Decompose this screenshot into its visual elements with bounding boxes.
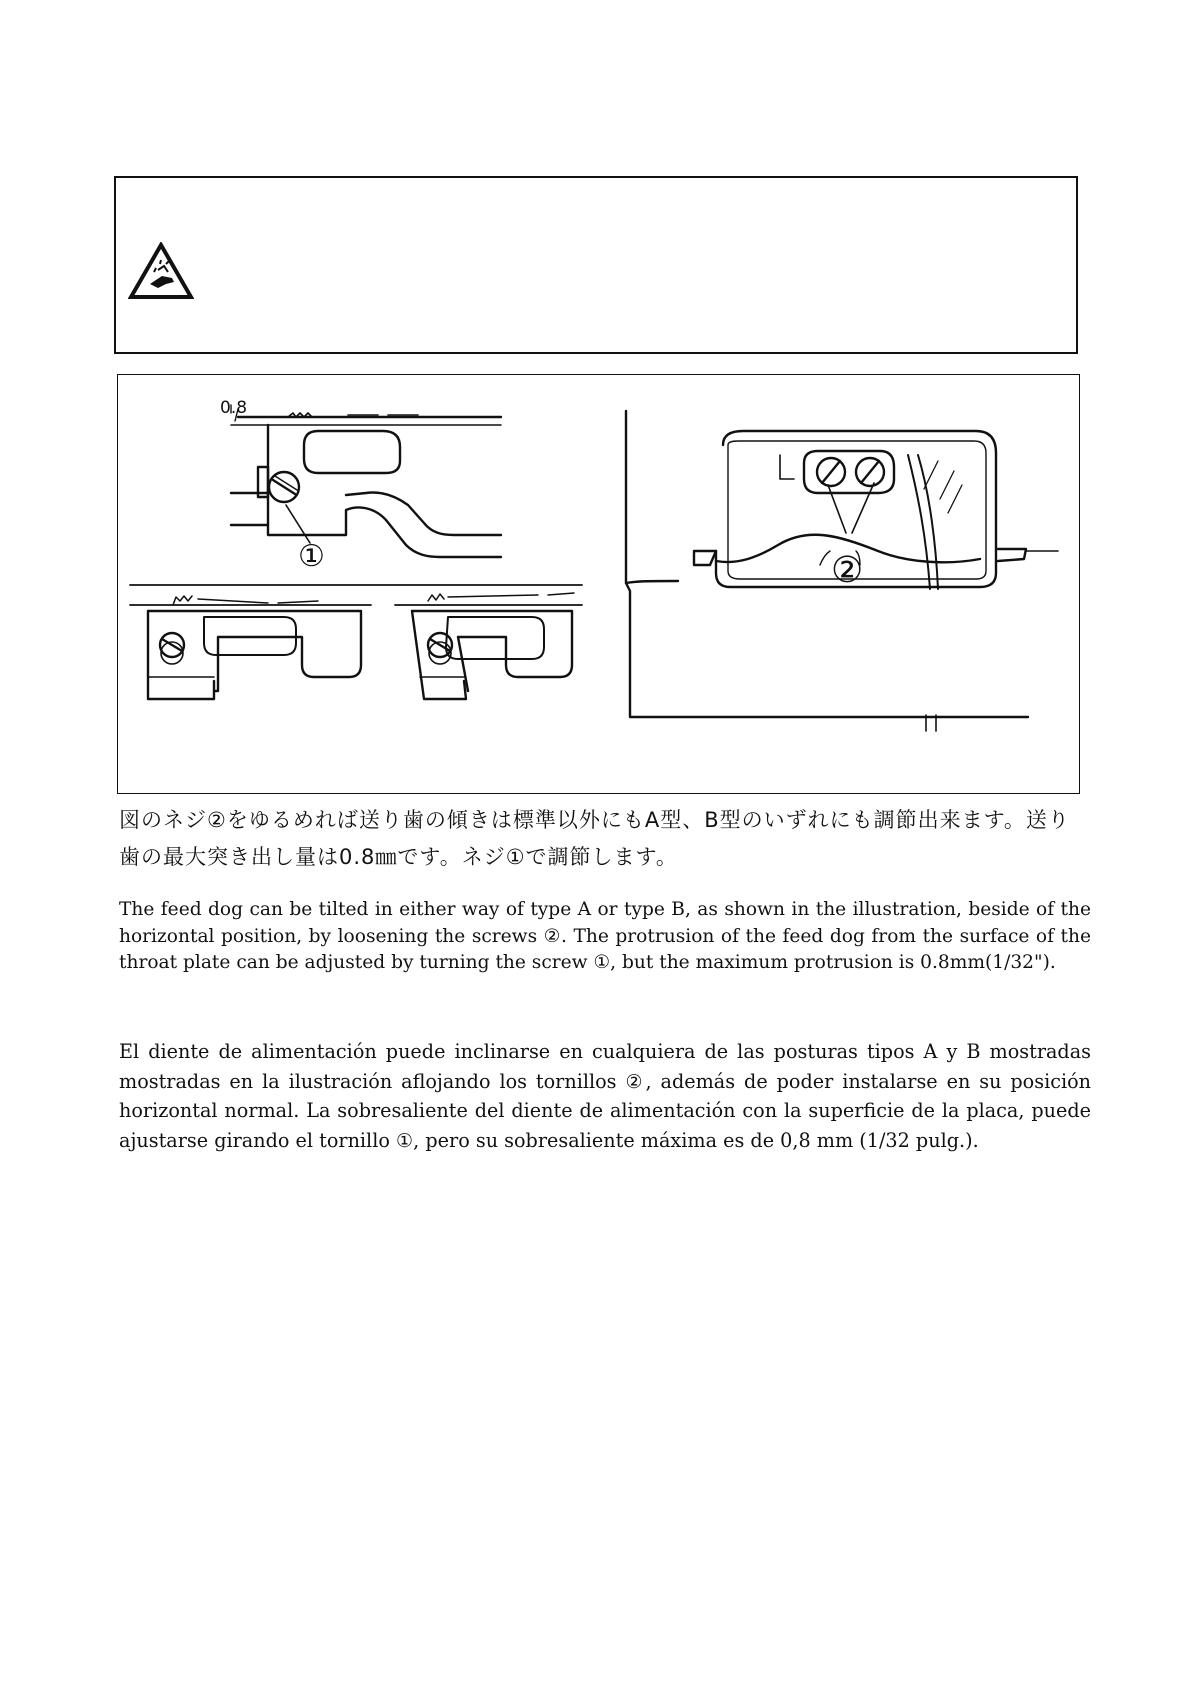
feed-dog-figure bbox=[117, 374, 1080, 794]
caution-box bbox=[114, 176, 1078, 354]
english-paragraph: The feed dog can be tilted in either way of type A or type B, as shown in the illustration, beside of the horizontal position, by loosening the screws ②. The protrusion of the feed dog from the surface of the throat plate can be adjusted by turning the screw ①, but the maximum protrusion is 0.8mm(1/32"). bbox=[119, 899, 1091, 973]
screw-2-label: ② bbox=[831, 550, 864, 591]
feed-dog-illustration bbox=[118, 375, 1081, 795]
japanese-paragraph: 図のネジ②をゆるめれば送り歯の傾きは標準以外にもA型、B型のいずれにも調節出来ます。送り歯の最大突き出し量は0.8㎜です。ネジ①で調節します。 bbox=[119, 808, 1070, 869]
spanish-paragraph: El diente de alimentación puede inclinarse en cualquiera de las posturas tipos A y B mostradas mostradas en la ilustración aflojando los tornillos ②, además de poder instalarse en su posición horizontal normal. La sobresaliente del diente de alimentación con la superficie de la placa, puede ajustarse girando el tornillo ①, pero su sobresaliente máxima es de 0,8 mm (1/32 pulg.). bbox=[119, 1040, 1091, 1152]
screw-1-label: ① bbox=[298, 539, 325, 574]
hand-caution-icon bbox=[128, 242, 194, 300]
spanish-instructions bbox=[119, 1037, 1091, 1155]
dimension-label: 0.8 bbox=[220, 398, 248, 418]
japanese-instructions bbox=[119, 802, 1091, 876]
english-instructions bbox=[119, 897, 1091, 977]
